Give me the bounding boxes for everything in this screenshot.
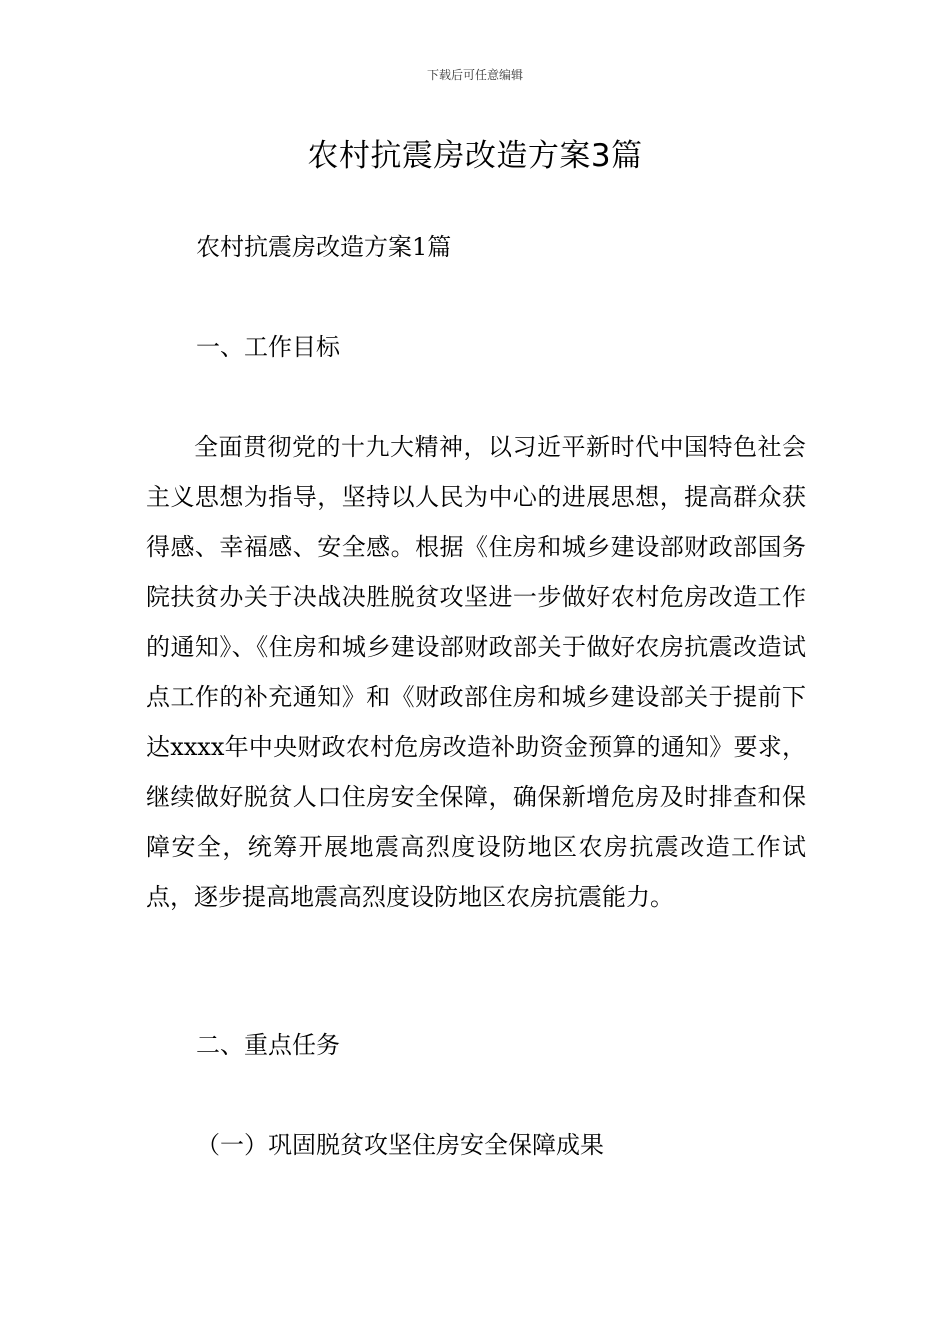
header-note: 下载后可任意编辑 xyxy=(426,68,523,82)
section-heading-tasks: 二、重点任务 xyxy=(196,1031,340,1059)
subsection-heading: （一）巩固脱贫攻坚住房安全保障成果 xyxy=(196,1131,604,1159)
document-title: 农村抗震房改造方案3篇 xyxy=(307,138,643,174)
section-heading-goals: 一、工作目标 xyxy=(196,333,340,361)
document-subtitle: 农村抗震房改造方案1篇 xyxy=(196,233,452,261)
section-body-goals: 全面贯彻党的十九大精神，以习近平新时代中国特色社会主义思想为指导，坚持以人民为中心的进展思想，提高群众获得感、幸福感、安全感。根据《住房和城乡建设部财政部国务院扶贫办关于决战决胜脱贫攻坚进一步做好农村危房改造工作的通知》、《住房和城乡建设部财政部关于做好农房抗震改造试点工作的补充通知》和《财政部住房和城乡建设部关于提前下达xxxx年中央财政农村危房改造补助资金预算的通知》要求，继续做好脱贫人口住房安全保障，确保新增危房及时排查和保障安全，统筹开展地震高烈度设防地区农房抗震改造工作试点，逐步提高地震高烈度设防地区农房抗震能力。 xyxy=(146,433,806,911)
